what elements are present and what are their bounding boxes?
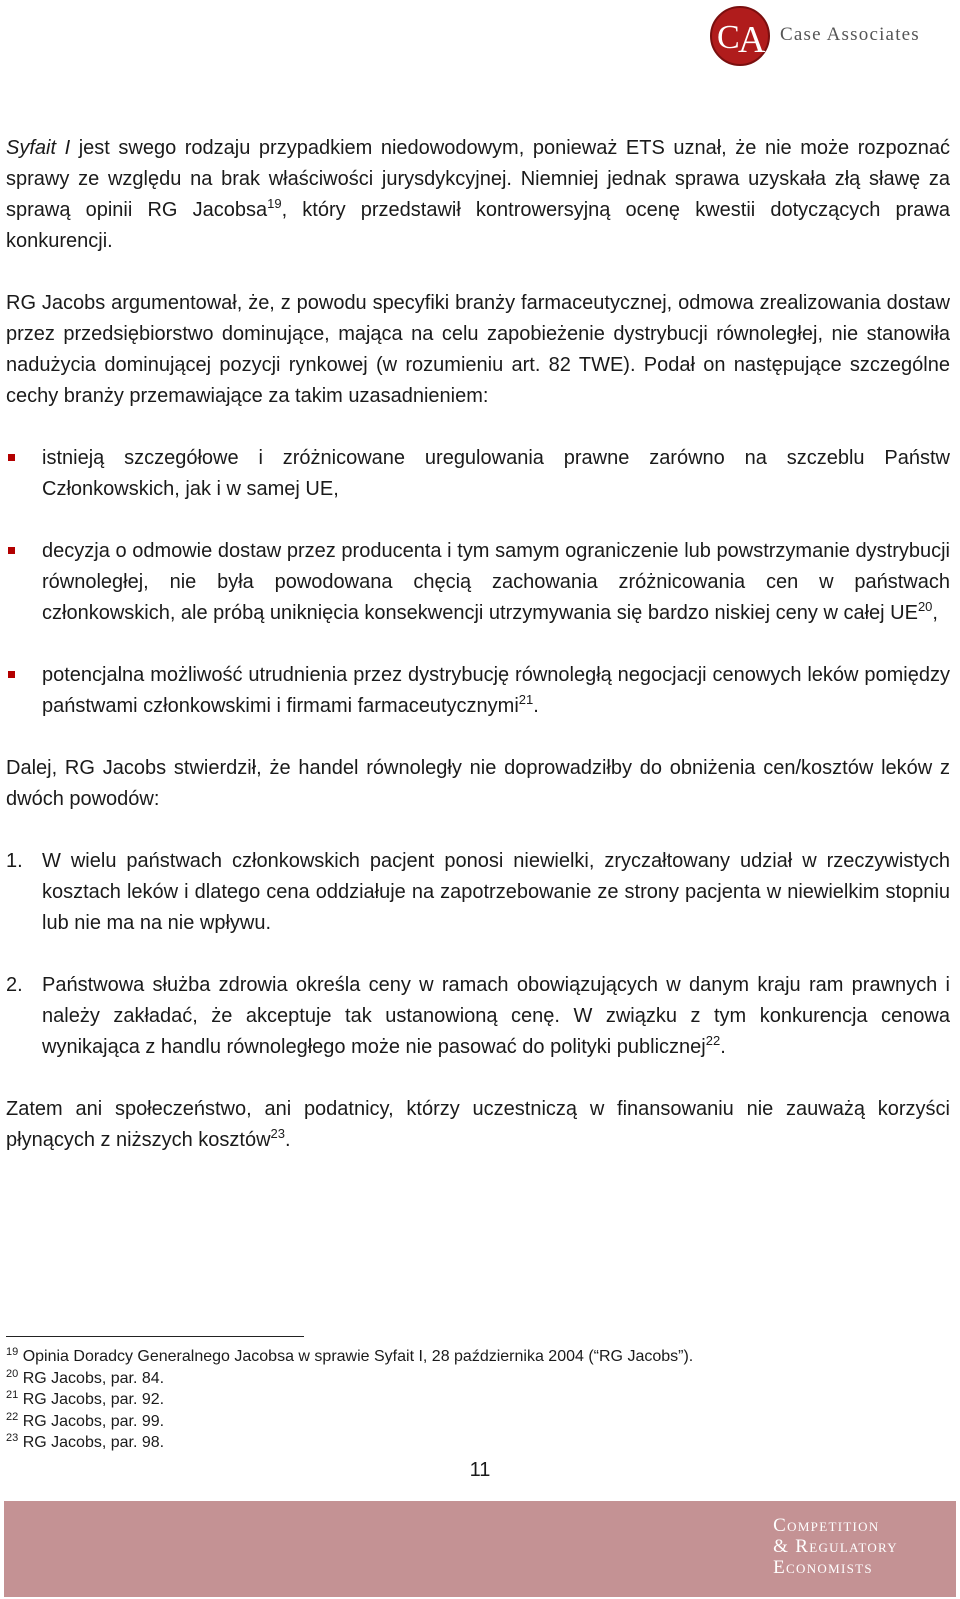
case-name: Syfait I <box>6 137 71 159</box>
paragraph: Syfait I jest swego rodzaju przypadkiem niedowodowym, ponieważ ETS uznał, że nie może rozpoznać sprawy ze względu na brak właściwości jurysdykcyjnej. Niemniej jednak sprawa uzyskała złą sławę za sprawą opinii RG Jacobsa$^{19}$, który przedstawił kontrowersyjną ocenę kwestii dotyczących prawa konkurencji. <box>6 137 950 252</box>
footnote: $^{21}$ RG Jacobs, par. 92. <box>6 1389 165 1408</box>
footnote-ref: 19 <box>267 196 282 211</box>
list-item: decyzja o odmowie dostaw przez producenta i tym samym ograniczenie lub powstrzymanie dystrybucji równoległej, nie była powodowana chęcią zachowania zróżnicowania cen w państwach członkowskich, ale próbą uniknięcia konsekwencji utrzymywania się bardzo niskiej ceny w całej UE$^{20}$, <box>6 536 950 629</box>
footer-band <box>4 1501 956 1597</box>
footnote: $^{19}$ Opinia Doradcy Generalnego Jacobsa w sprawie Syfait I, 28 października 2004 (“RG Jacobs”). <box>6 1346 694 1365</box>
item-number: 2. <box>6 974 23 996</box>
footnote: $^{23}$ RG Jacobs, par. 98. <box>6 1432 165 1451</box>
list-item: istnieją szczegółowe i zróżnicowane uregulowania prawne zarówno na szczeblu Państw Członkowskich, jak i w samej UE, <box>6 443 950 505</box>
page-number: 11 <box>469 1459 491 1481</box>
numbered-item: 1. W wielu państwach członkowskich pacjent ponosi niewielki, zryczałtowany udział w rzeczywistych kosztach leków i dlatego cena oddziałuje na zapotrzebowanie ze strony pacjenta w niewielkim stopniu lub nie ma na nie wpływu. <box>6 846 950 939</box>
footnote-ref: 22 <box>705 1033 721 1048</box>
paragraph: Zatem ani społeczeństwo, ani podatnicy, którzy uczestniczą w finansowaniu nie zauważą korzyści płynących z niższych kosztów$^{23}$. <box>6 1098 950 1151</box>
svg-text:A: A <box>738 19 766 61</box>
numbered-item: 2. Państwowa służba zdrowia określa ceny w ramach obowiązujących w danym kraju ram prawnych i należy zakładać, że akceptuje tak ustanowioną cenę. W związku z tym konkurencja cenowa wynikająca z handlu równoległego może nie pasować do polityki publicznej$^{22}$. <box>6 970 950 1063</box>
document-body <box>6 133 950 1156</box>
ca-logo-icon <box>708 4 772 68</box>
footnote: $^{20}$ RG Jacobs, par. 84. <box>6 1367 165 1387</box>
bullet-icon <box>8 454 15 461</box>
footnote-ref: 20 <box>917 599 933 614</box>
company-logo <box>708 4 958 68</box>
footnote: $^{22}$ RG Jacobs, par. 99. <box>6 1410 165 1430</box>
footnote-ref: 21 <box>518 692 534 707</box>
bullet-icon <box>8 671 15 678</box>
item-number: 1. <box>6 850 23 872</box>
footnote-ref: 23 <box>270 1126 286 1141</box>
svg-text:C: C <box>717 19 740 56</box>
paragraph: Dalej, RG Jacobs stwierdził, że handel równoległy nie doprowadziłby do obniżenia cen/kosztów leków z dwóch powodów: <box>6 757 950 810</box>
paragraph: RG Jacobs argumentował, że, z powodu specyfiki branży farmaceutycznej, odmowa zrealizowania dostaw przez przedsiębiorstwo dominujące, mająca na celu zapobieżenie dystrybucji równoległej, nie stanowiła nadużycia dominującej pozycji rynkowej (w rozumieniu art. 82 TWE). Podał on następujące szczególne cechy branży przemawiające za takim uzasadnieniem: <box>6 292 950 407</box>
footnotes <box>6 1346 950 1454</box>
logo-text: Case Associates <box>780 24 920 45</box>
bullet-icon <box>8 547 15 554</box>
footnote-divider <box>6 1336 304 1337</box>
footer-brand: Competition & Regulatory Economists <box>773 1515 898 1578</box>
list-item: potencjalna możliwość utrudnienia przez dystrybucję równoległą negocjacji cenowych leków pomiędzy państwami członkowskimi i firmami farmaceutycznymi$^{21}$. <box>6 660 950 722</box>
